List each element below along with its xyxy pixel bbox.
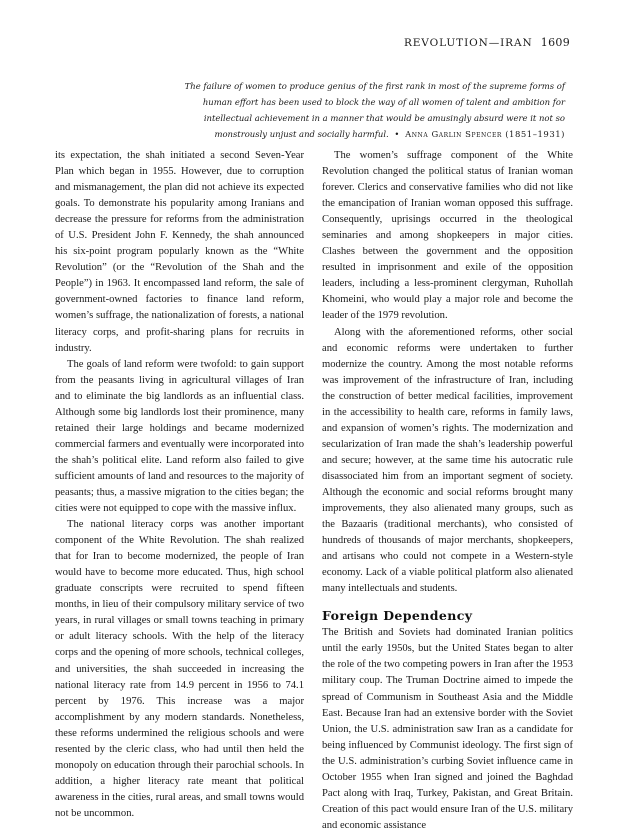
epigraph	[165, 78, 565, 142]
section-heading: Foreign Dependency	[322, 608, 473, 624]
running-title: REVOLUTION—IRAN	[403, 37, 533, 49]
right-column	[322, 148, 573, 834]
body-paragraph: Along with the aforementioned reforms, other social and economic reforms were undertaken to further modernize the country. Among the most notable reforms was improvement of the infrastructure of Iran, including the construction of better medical facilities, improvement in the accessibility to health care, reforms in family laws, and expansion of women’s rights. The modernization and secularization of Iran made the shah’s leadership powerful and secure; however, at the same time his autocratic rule disassociated him from an important segment of society. Although the economic and social reforms brought many improvements, they also alienated many groups, such as the Bazaaris (traditional merchants), who consisted of hundreds of thousands of major merchants, shopkeepers, and artisans who could not compete in a Western-style economy. Lack of a viable political platform also alienated many intellectuals and students.	[322, 326, 573, 595]
left-column	[55, 148, 304, 822]
epigraph-attribution: Anna Garlin Spencer (1851–1931)	[405, 129, 565, 139]
body-paragraph: The British and Soviets had dominated Iranian politics until the early 1950s, but the United States began to alter the role of the two competing powers in Iran after the 1953 military coup. The Truman Doctrine aimed to impede the spread of Communism in Southeast Asia and the Middle East. Because Iran had an extensive border with the Soviet Union, the U.S. administration saw Iran as a candidate for being influenced by Communist ideology. The first sign of the U.S. administration’s curbing Soviet influence came in October 1955 when Iran signed and joined the Baghdad Pact along with Iraq, Turkey, Pakistan, and Great Britain. Creation of this pact would ensure Iran of the U.S. military and economic assistance	[322, 627, 573, 831]
page-number: 1609	[540, 36, 570, 49]
body-paragraph: The women’s suffrage component of the White Revolution changed the political status of Iranian woman forever. Clerics and conservative families who did not like the emancipation of Iranian woman opposed this suffrage. Consequently, uprisings occurred in the theological seminaries and among shopkeepers in major cities. Clashes between the government and the opposition resulted in imprisonment and exile of the opposition leaders, including a less-prominent clergyman, Ruhollah Khomeini, who would play a major role and become the leader of the 1979 revolution.	[322, 150, 573, 322]
epigraph-quote: The failure of women to produce genius of the first rank in most of the supreme forms of human effort has been used to block the way of all women of talent and ambition for intellectual achievement in a manner that would be amusingly absurd were it not so monstrously unjust and socially harmful.	[184, 81, 565, 139]
epigraph-bullet: •	[394, 129, 400, 139]
body-paragraph: The national literacy corps was another important component of the White Revolution. The shah realized that for Iran to become modernized, the people of Iran would have to become more educated. Thus, high school graduate conscripts were recruited to spend fifteen months, in lieu of their compulsory military service of two years, in rural villages or small towns teaching in primary or adult literacy schools. With the help of the literacy corps and the opening of more schools, technical colleges, and universities, the shah succeeded in increasing the national literacy rate from 14.9 percent in 1956 to 74.1 percent by 1976. This increase was a major accomplishment by any modern standards. Nonetheless, these reforms undermined the religious schools and were resented by the cleric class, who had until then held the monopoly on education through their parochial schools. In addition, a higher literacy rate meant that political awareness in the cities, rural areas, and small towns would not be uncommon.	[55, 519, 304, 819]
body-paragraph: its expectation, the shah initiated a second Seven-Year Plan which began in 1955. However, due to corruption and mismanagement, the plan did not achieve its expected goals. To demonstrate his popularity among Iranians and decrease the pressure for reforms from the administration of U.S. President John F. Kennedy, the shah announced his six-point program popularly known as the “White Revolution” (or the “Revolution of the Shah and the People”) in 1963. It encompassed land reform, the sale of government-owned factories to finance land reform, women’s suffrage, the nationalization of forests, a national literacy corps, and profit-sharing plans for recruits in industry.	[55, 150, 304, 354]
running-head	[404, 36, 570, 49]
body-paragraph: The goals of land reform were twofold: to gain support from the peasants living in agricultural villages of Iran and to eliminate the big landlords as an influential class. Although some big landlords lost their prominence, many retained their large holdings and became modernized commercial farmers and eventually were incorporated into the shah’s political elite. Land reform also failed to give sufficient amounts of land and resources to the majority of peasants; thus, a massive migration to the cities began; the cities were not equipped to cope with the massive influx.	[55, 358, 304, 515]
